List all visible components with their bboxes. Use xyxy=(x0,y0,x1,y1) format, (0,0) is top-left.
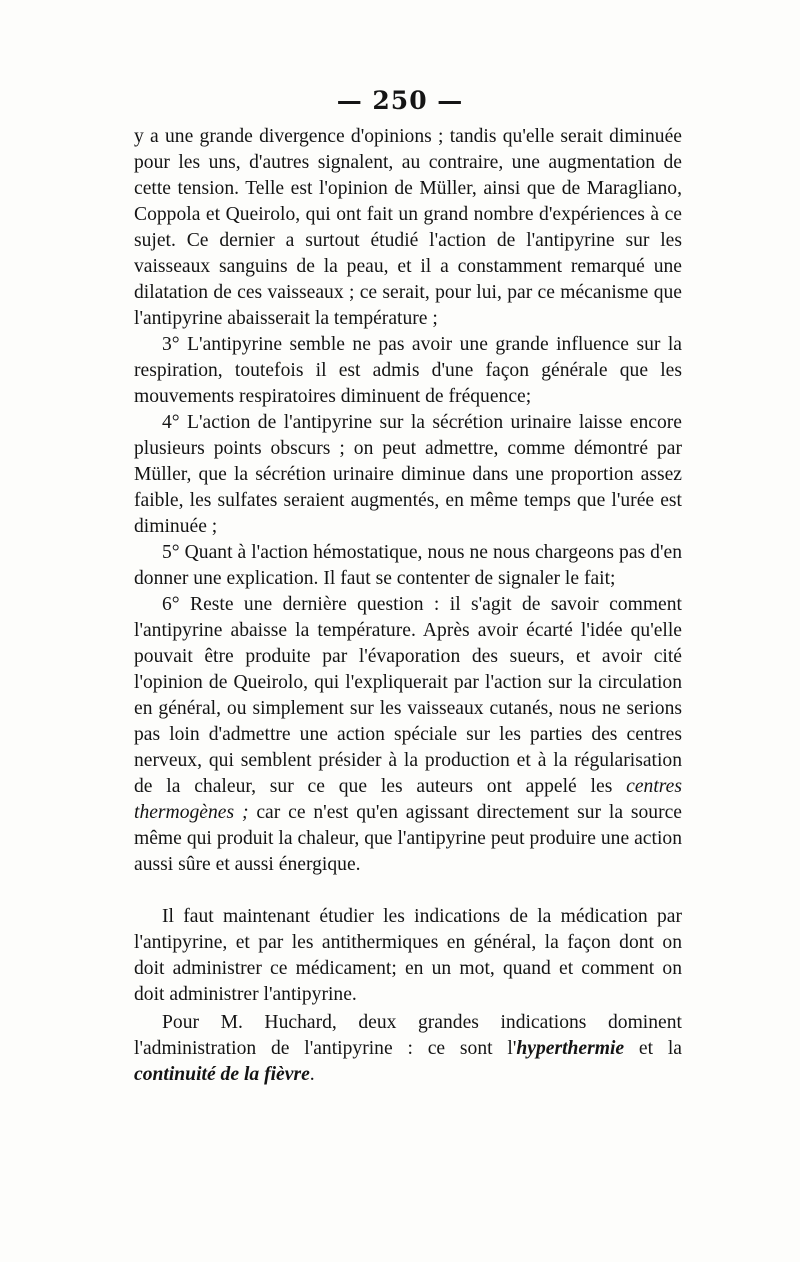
paragraph-7 xyxy=(134,1010,682,1088)
paragraph-1: y a une grande divergence d'opinions ; tandis qu'elle serait diminuée pour les uns, d'autres signalent, au contraire, une augmentation de cette tension. Telle est l'opinion de Müller, ainsi que de Maragliano, Coppola et Queirolo, qui ont fait un grand nombre d'expériences à ce sujet. Ce dernier a surtout étudié l'action de l'antipyrine sur les vaisseaux sanguins de la peau, et il a constamment remarqué une dilatation de ces vaisseaux ; ce serait, pour lui, par ce mécanisme que l'antipyrine abaisserait la température ; xyxy=(134,126,682,329)
term-hyperthermie: hyperthermie xyxy=(516,1038,625,1059)
body-text xyxy=(134,124,682,1088)
term-centres-thermogenes: centres thermogènes ; xyxy=(134,776,682,823)
paragraph-4: 5° Quant à l'action hémostatique, nous ne nous chargeons pas d'en donner une explication. Il faut se contenter de signaler le fait; xyxy=(134,542,682,589)
paragraph-5-start: 6° Reste une dernière question : il s'agit de savoir comment l'antipyrine abaisse la température. Après avoir écarté l'idée qu'elle pouvait être produite par l'évaporation des sueurs, et avoir cité l'opinion de Queirolo, qui l'expliquerait par l'action sur la circulation en général, ou simplement sur les vaisseaux cutanés, nous ne serions pas loin d'admettre une action spéciale sur les parties des centres nerveux, qui semblent présider à la production et à la régularisation de la chaleur, sur ce que les auteurs ont appelé les xyxy=(134,594,682,797)
paragraph-5-end: car ce n'est qu'en agissant directement sur la source même qui produit la chaleur, que l'antipyrine peut produire une action aussi sûre et aussi énergique. xyxy=(134,802,682,875)
paragraph-2: 3° L'antipyrine semble ne pas avoir une grande influence sur la respiration, toutefois il est admis d'une façon générale que les mouvements respiratoires diminuent de fréquence; xyxy=(134,334,682,407)
paragraph-5 xyxy=(134,592,682,878)
paragraph-6: Il faut maintenant étudier les indications de la médication par l'antipyrine, et par les antithermiques en général, la façon dont on doit administrer ce médicament; en un mot, quand et comment on doit administrer l'antipyrine. xyxy=(134,906,682,1005)
paragraph-7-start: Pour M. Huchard, deux grandes indications dominent l'administration de l'antipyrine : ce sont l' xyxy=(134,1012,682,1059)
paragraph-7-mid: et la xyxy=(624,1038,683,1059)
page-number: — 250 — xyxy=(336,86,464,115)
paragraph-3: 4° L'action de l'antipyrine sur la sécrétion urinaire laisse encore plusieurs points obscurs ; on peut admettre, comme démontré par Müller, que la sécrétion urinaire diminue dans une proportion assez faible, les sulfates seraient augmentés, en même temps que l'urée est diminuée ; xyxy=(134,412,682,537)
paragraph-7-end: . xyxy=(309,1064,315,1085)
term-continuite-fievre: continuité de la fièvre xyxy=(134,1064,310,1085)
